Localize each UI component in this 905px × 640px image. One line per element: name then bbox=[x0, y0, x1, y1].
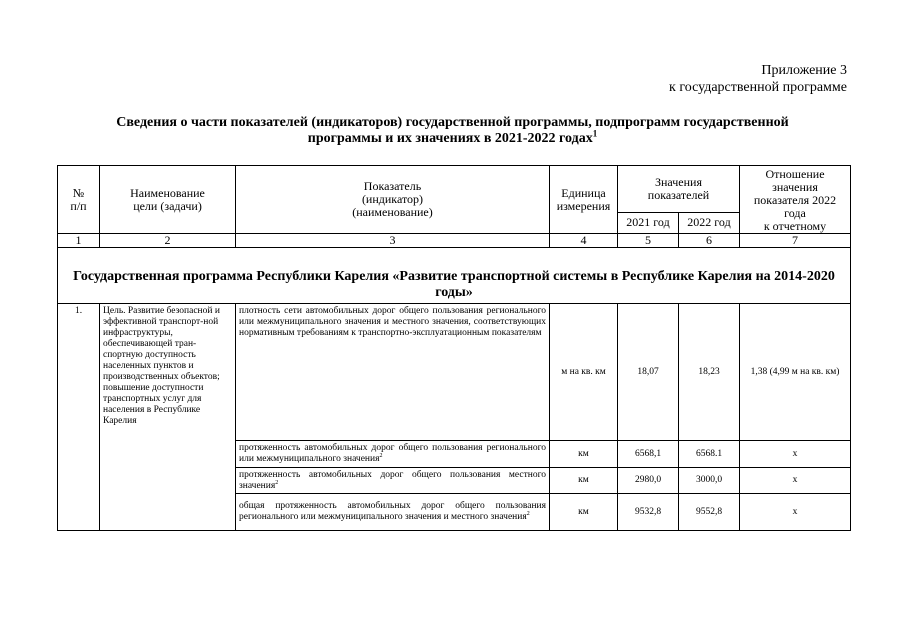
col-number: 3 bbox=[236, 234, 550, 248]
header-values-l2: показателей bbox=[647, 187, 710, 202]
header-goal-l2: цели (задачи) bbox=[133, 198, 202, 213]
value-2021: 2980,0 bbox=[618, 468, 679, 494]
col-number: 4 bbox=[550, 234, 618, 248]
header-num-l1: № bbox=[72, 185, 85, 200]
appendix-header bbox=[669, 62, 847, 96]
header-num-l2: п/п bbox=[70, 198, 87, 213]
unit-cell: м на кв. км bbox=[550, 304, 618, 441]
ratio-cell: x bbox=[740, 494, 851, 531]
col-number: 2 bbox=[100, 234, 236, 248]
header-ind-l1: Показатель bbox=[363, 179, 422, 193]
indicator-text: протяженность автомобильных дорог общего пользования местного значения bbox=[239, 469, 546, 491]
value-2022: 6568.1 bbox=[679, 441, 740, 468]
header-2021: 2021 год bbox=[618, 212, 679, 233]
header-row bbox=[58, 166, 851, 213]
footnote-mark: 2 bbox=[379, 452, 383, 459]
goal-number: 1. bbox=[58, 304, 100, 531]
col-number: 7 bbox=[740, 234, 851, 248]
indicator-text: протяженность автомобильных дорог общего пользования регионального или межмуниципального значения bbox=[239, 443, 546, 464]
indicator-name bbox=[236, 468, 550, 494]
indicator-name bbox=[236, 441, 550, 468]
header-ind-l3: (наименование) bbox=[352, 205, 433, 219]
program-row bbox=[58, 248, 851, 304]
ratio-cell: x bbox=[740, 468, 851, 494]
indicator-name bbox=[236, 494, 550, 531]
value-2021: 18,07 bbox=[618, 304, 679, 441]
table-row bbox=[58, 304, 851, 441]
header-ind-l2: (индикатор) bbox=[361, 192, 424, 206]
appendix-line2: к государственной программе bbox=[669, 80, 847, 95]
unit-cell: км bbox=[550, 494, 618, 531]
indicator-name bbox=[236, 304, 550, 441]
header-unit bbox=[550, 166, 618, 234]
header-unit-l1: Единица bbox=[561, 185, 606, 200]
value-2022: 3000,0 bbox=[679, 468, 740, 494]
goal-text: Цель. Развитие безопасной и эффективной транспорт-ной инфраструктуры, обеспечивающей тран-спортную доступность населенных пунктов и производственных объектов; повышение доступности транспортных услуг для населения в Республике Карелия bbox=[100, 304, 236, 531]
footnote-mark: 2 bbox=[526, 510, 530, 517]
header-goal-l1: Наименование bbox=[130, 185, 205, 200]
ratio-cell: 1,38 (4,99 м на кв. км) bbox=[740, 304, 851, 441]
header-2022: 2022 год bbox=[679, 212, 740, 233]
header-values bbox=[618, 166, 740, 213]
appendix-line1: Приложение 3 bbox=[761, 63, 847, 78]
unit-cell: км bbox=[550, 468, 618, 494]
value-2022: 18,23 bbox=[679, 304, 740, 441]
value-2021: 6568,1 bbox=[618, 441, 679, 468]
header-goal bbox=[100, 166, 236, 234]
header-indicator bbox=[236, 166, 550, 234]
unit-cell: км bbox=[550, 441, 618, 468]
header-values-l1: Значения bbox=[654, 174, 702, 189]
header-num bbox=[58, 166, 100, 234]
header-ratio-l1: Отношение значения bbox=[765, 167, 825, 194]
header-ratio-l3: к отчетному bbox=[763, 219, 827, 233]
value-2021: 9532,8 bbox=[618, 494, 679, 531]
program-title: Государственная программа Республики Карелия «Развитие транспортной системы в Республике Карелия на 2014-2020 годы» bbox=[58, 248, 851, 304]
indicators-table bbox=[57, 165, 851, 531]
title-line2-wrap bbox=[60, 128, 845, 147]
header-ratio bbox=[740, 166, 851, 234]
title-footnote-mark: 1 bbox=[592, 128, 598, 139]
indicator-text: плотность сети автомобильных дорог общего пользования регионального или межмуниципального значения и местного значения, соответствующих нормативным требованиям к транспортно-эксплуатационным показателям bbox=[239, 306, 546, 338]
col-number: 6 bbox=[679, 234, 740, 248]
value-2022: 9552,8 bbox=[679, 494, 740, 531]
title-line1: Сведения о части показателей (индикаторов) государственной программы, подпрограмм государственной bbox=[116, 115, 789, 130]
indicator-text: общая протяженность автомобильных дорог общего пользования регионального или межмуниципального значения и местного значения bbox=[239, 501, 546, 522]
header-ratio-l2: показателя 2022 года bbox=[753, 193, 837, 220]
header-unit-l2: измерения bbox=[556, 198, 611, 213]
title-line2: программы и их значениях в 2021-2022 годах bbox=[307, 131, 593, 146]
ratio-cell: x bbox=[740, 441, 851, 468]
footnote-mark: 2 bbox=[275, 479, 279, 486]
column-numbers-row bbox=[58, 234, 851, 248]
col-number: 1 bbox=[58, 234, 100, 248]
col-number: 5 bbox=[618, 234, 679, 248]
document-title bbox=[60, 115, 845, 147]
